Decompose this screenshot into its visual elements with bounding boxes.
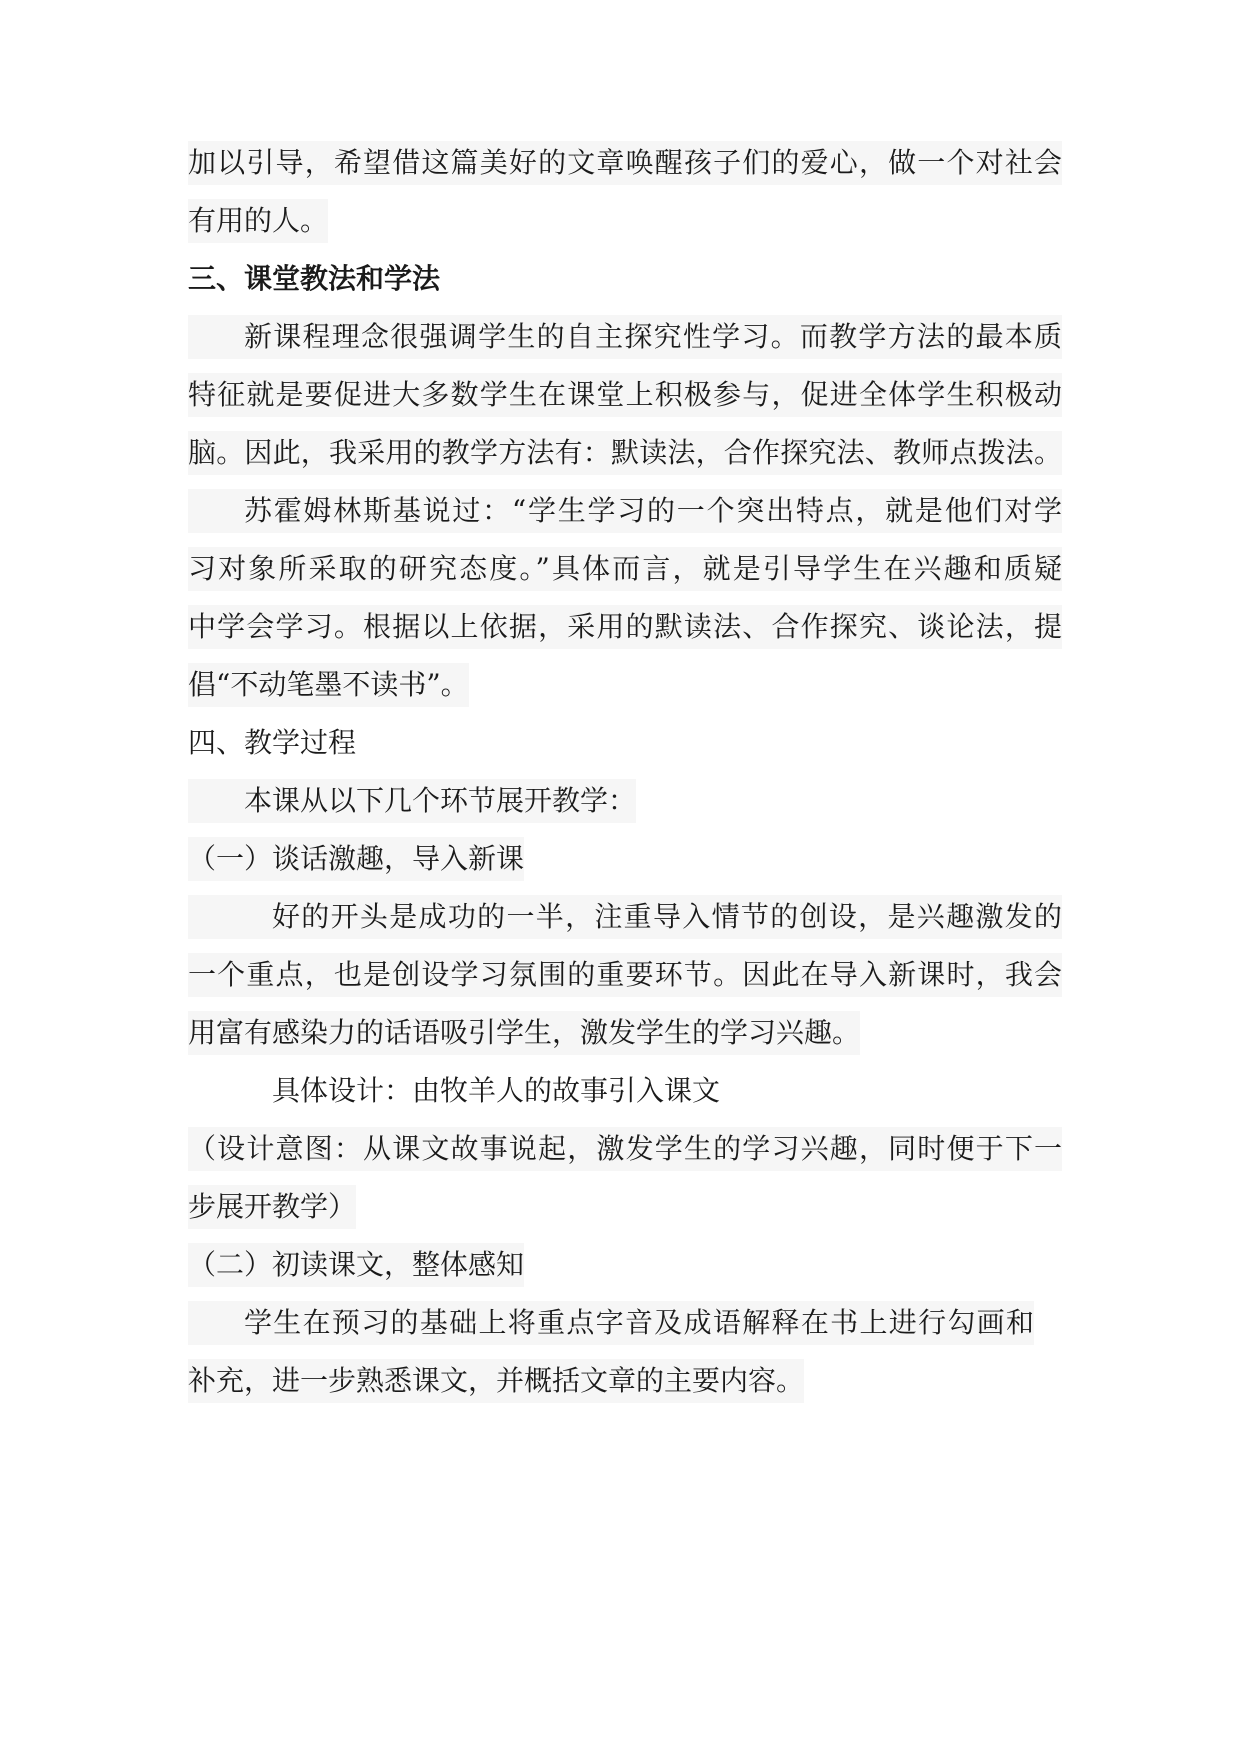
- paragraph-line: 好的开头是成功的一半，注重导入情节的创设，是兴趣激发的: [188, 895, 1062, 939]
- paragraph-line: 学生在预习的基础上将重点字音及成语解释在书上进行勾画和: [188, 1301, 1034, 1345]
- paragraph-line: （设计意图：从课文故事说起，激发学生的学习兴趣，同时便于下一: [188, 1127, 1062, 1171]
- section-heading-3: 三、课堂教法和学法: [188, 262, 441, 295]
- paragraph-line: 脑。因此，我采用的教学方法有：默读法，合作探究法、教师点拨法。: [188, 431, 1062, 475]
- subsection-heading-2: （二）初读课文，整体感知: [188, 1243, 524, 1287]
- paragraph-line: 特征就是要促进大多数学生在课堂上积极参与，促进全体学生积极动: [188, 373, 1062, 417]
- paragraph-line: 一个重点，也是创设学习氛围的重要环节。因此在导入新课时，我会: [188, 953, 1062, 997]
- paragraph-line: 步展开教学）: [188, 1185, 356, 1229]
- paragraph-line: 中学会学习。根据以上依据，采用的默读法、合作探究、谈论法，提: [188, 605, 1062, 649]
- paragraph-line: 新课程理念很强调学生的自主探究性学习。而教学方法的最本质: [188, 315, 1062, 359]
- paragraph-line: 习对象所采取的研究态度。”具体而言，就是引导学生在兴趣和质疑: [188, 547, 1062, 591]
- paragraph-line: 本课从以下几个环节展开教学：: [188, 779, 636, 823]
- section-heading-4: 四、教学过程: [188, 726, 357, 759]
- paragraph-line: 苏霍姆林斯基说过：“学生学习的一个突出特点，就是他们对学: [188, 489, 1062, 533]
- paragraph-line: 加以引导，希望借这篇美好的文章唤醒孩子们的爱心，做一个对社会: [188, 141, 1062, 185]
- paragraph-line: 用富有感染力的话语吸引学生，激发学生的学习兴趣。: [188, 1011, 860, 1055]
- subsection-heading-1: （一）谈话激趣，导入新课: [188, 837, 524, 881]
- paragraph-line: 具体设计：由牧羊人的故事引入课文: [272, 1074, 721, 1107]
- paragraph-line: 补充，进一步熟悉课文，并概括文章的主要内容。: [188, 1359, 804, 1403]
- paragraph-line: 有用的人。: [188, 199, 328, 243]
- paragraph-line: 倡“不动笔墨不读书”。: [188, 663, 469, 707]
